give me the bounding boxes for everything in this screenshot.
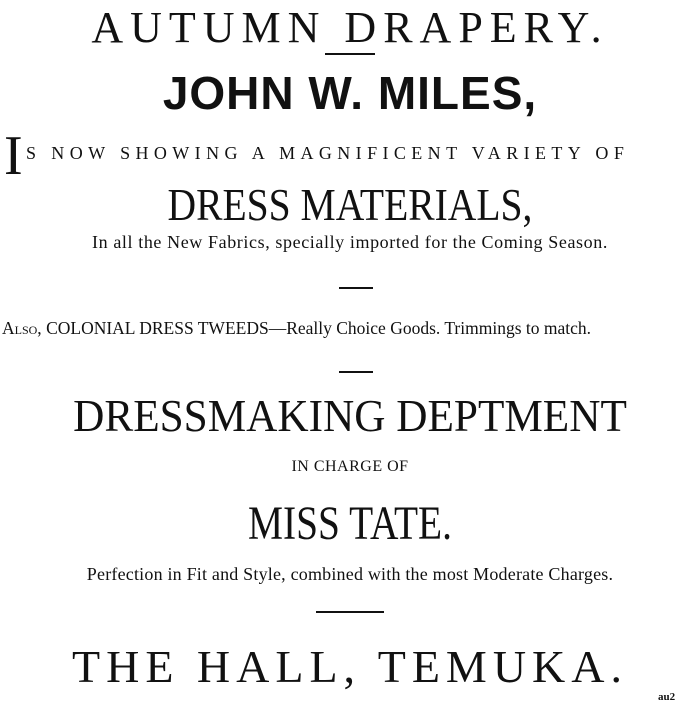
tweeds-text: COLONIAL DRESS TWEEDS—Really Choice Goods.: [46, 318, 441, 338]
intro-text: S NOW SHOWING A MAGNIFICENT VARIETY OF: [26, 143, 630, 163]
department-headline: DRESSMAKING DEPTMENT: [73, 390, 627, 441]
divider-rule: [339, 371, 373, 373]
merchant-name: JOHN W. MILES,: [162, 67, 538, 119]
divider-rule: [316, 611, 384, 613]
in-charge-label: IN CHARGE OF: [291, 458, 409, 475]
insertion-code: au2: [658, 691, 676, 703]
tweeds-line: [2, 320, 700, 338]
divider-rule: [339, 287, 373, 289]
address-line: THE HALL, TEMUKA.: [72, 641, 628, 692]
trimmings-text: Trimmings to match.: [444, 318, 592, 338]
perfection-line: Perfection in Fit and Style, combined with the most Moderate Charges.: [86, 564, 614, 584]
manager-name: MISS TATE.: [248, 497, 452, 550]
tweeds-lead: Also,: [2, 318, 42, 338]
ad-heading: AUTUMN DRAPERY.: [91, 3, 609, 52]
materials-headline: DRESS MATERIALS,: [167, 179, 533, 230]
intro-dropcap: I: [4, 125, 23, 187]
divider-rule: [325, 53, 375, 55]
fabrics-line: In all the New Fabrics, specially imported for the Coming Season.: [92, 232, 608, 252]
